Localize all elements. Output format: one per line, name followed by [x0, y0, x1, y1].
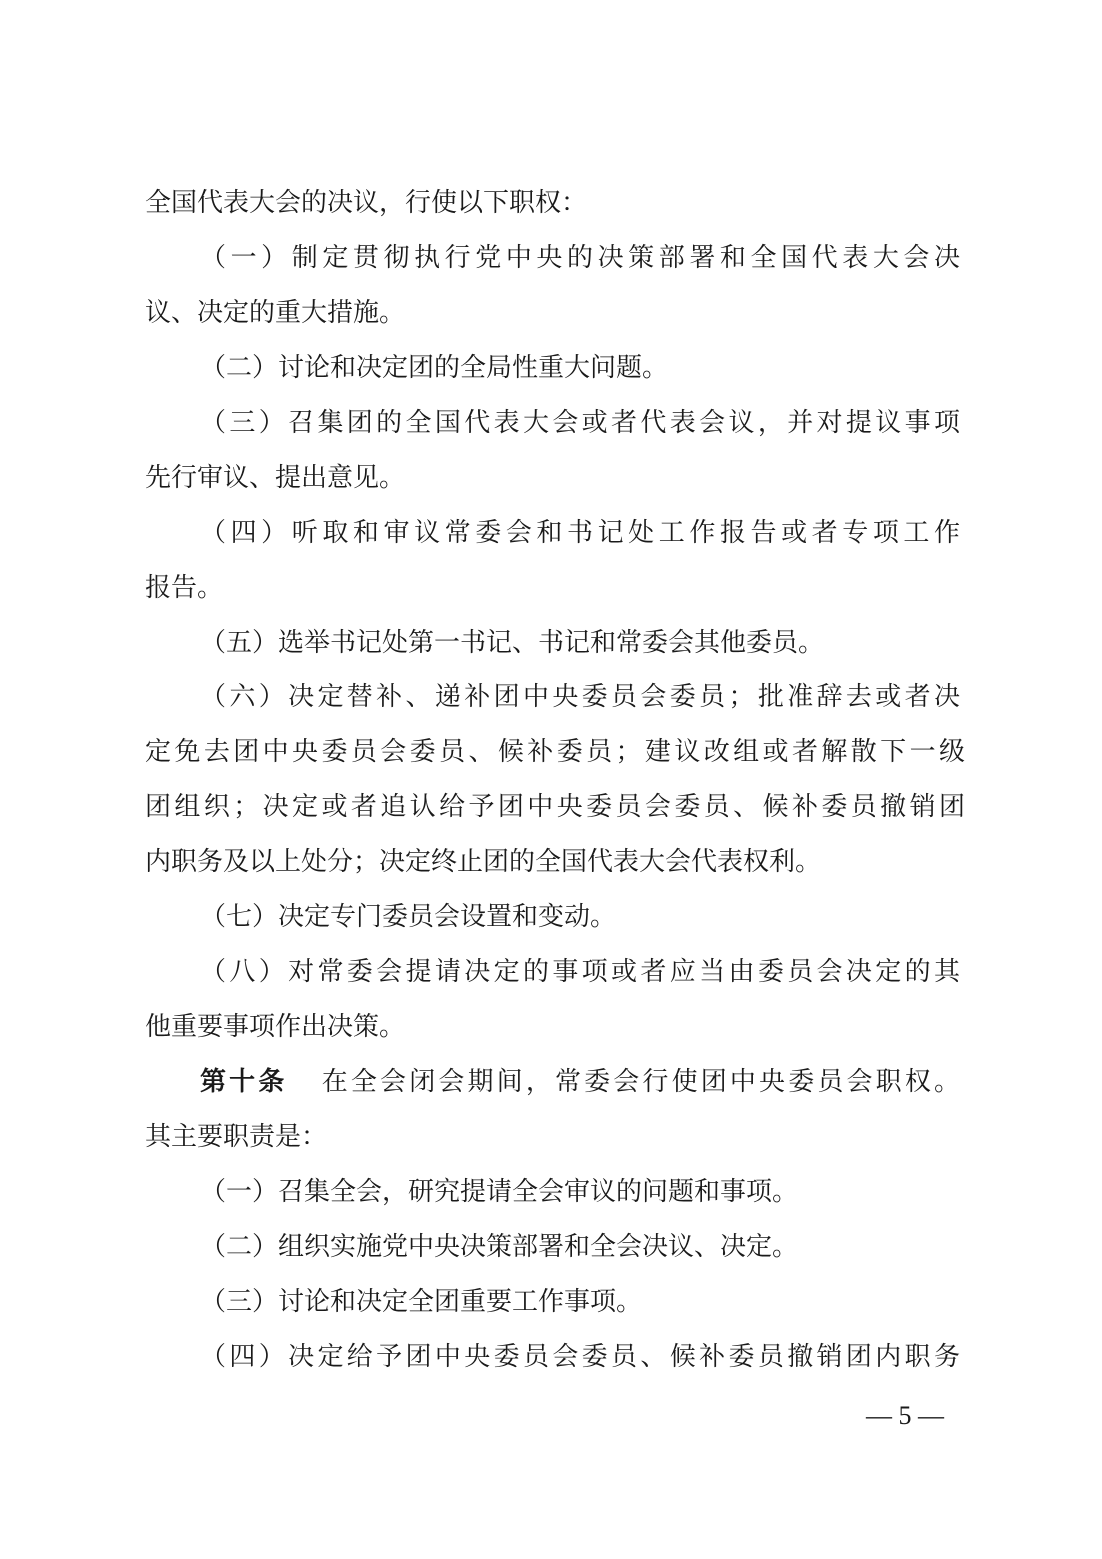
text-line: （七）决定专门委员会设置和变动。	[200, 902, 617, 932]
text-line: 全国代表大会的决议，行使以下职权：	[145, 188, 588, 218]
text-line: 其主要职责是：	[145, 1122, 328, 1152]
text-line: （六）决定替补、递补团中央委员会委员；批准辞去或者决	[200, 682, 960, 712]
text-line: 他重要事项作出决策。	[145, 1012, 406, 1042]
text-line: （五）选举书记处第一书记、书记和常委会其他委员。	[200, 628, 825, 658]
text-line: （二）组织实施党中央决策部署和全会决议、决定。	[200, 1232, 799, 1262]
page-number: — 5 —	[866, 1401, 944, 1430]
text-line: （三）召集团的全国代表大会或者代表会议，并对提议事项	[200, 408, 960, 438]
text-line: （八）对常委会提请决定的事项或者应当由委员会决定的其	[200, 957, 960, 987]
text-line: （三）讨论和决定全团重要工作事项。	[200, 1287, 643, 1317]
text-line: （二）讨论和决定团的全局性重大问题。	[200, 353, 669, 383]
text-line: 内职务及以上处分；决定终止团的全国代表大会代表权利。	[145, 847, 822, 877]
text-line: 报告。	[145, 573, 224, 603]
text-line: （四）听取和审议常委会和书记处工作报告或者专项工作	[200, 518, 960, 548]
text-line: （一）召集全会，研究提请全会审议的问题和事项。	[200, 1177, 799, 1207]
text-line: （一）制定贯彻执行党中央的决策部署和全国代表大会决	[200, 243, 960, 273]
text-line: 议、决定的重大措施。	[145, 298, 406, 328]
text-line: （四）决定给予团中央委员会委员、候补委员撤销团内职务	[200, 1342, 960, 1372]
article-label: 第十条	[200, 1067, 288, 1097]
text-line: 先行审议、提出意见。	[145, 463, 406, 493]
text-line: 团组织；决定或者追认给予团中央委员会委员、候补委员撤销团	[145, 792, 965, 822]
article-text: 在全会闭会期间，常委会行使团中央委员会职权。	[321, 1067, 960, 1097]
text-line: 定免去团中央委员会委员、候补委员；建议改组或者解散下一级	[145, 737, 965, 767]
article-line	[200, 1062, 960, 1102]
